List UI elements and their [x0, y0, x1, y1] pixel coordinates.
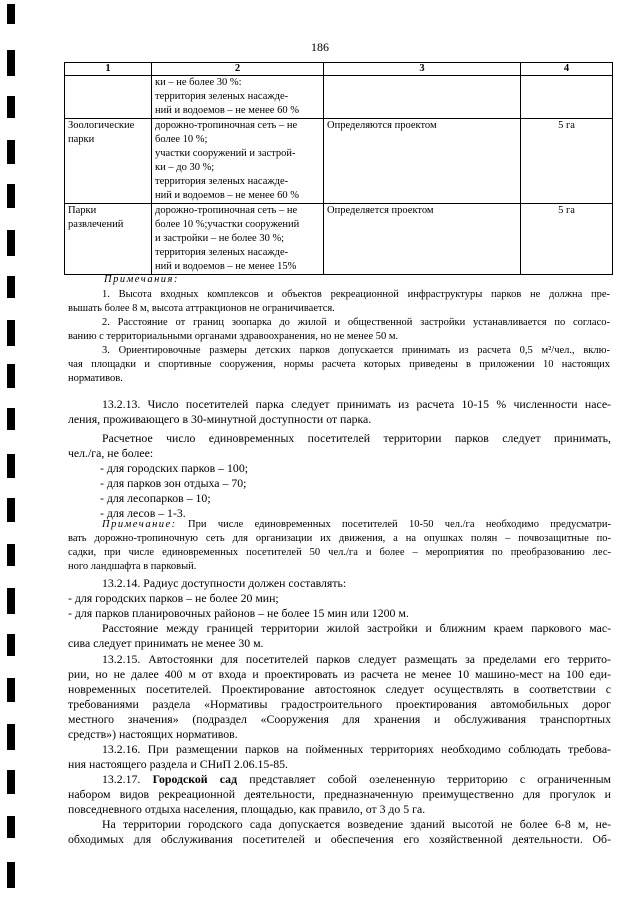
cell-line: участки сооружений и застрой- [155, 148, 296, 159]
list-item: - для парков планировочных районов – не более 15 мин или 1200 м. [68, 606, 409, 620]
note-3 [68, 344, 610, 386]
term-bold: Городской сад [152, 772, 238, 786]
section-13-2-15 [68, 652, 611, 742]
para-line: повседневного отдыха населения, площадью, как правило, от 3 до 5 га. [68, 802, 426, 816]
cell-line: парки [68, 134, 95, 145]
list-item: - для парков зон отдыха – 70; [100, 476, 247, 490]
cell-line: ний и водоемов – не менее 60 % [155, 190, 299, 201]
para-line: сива следует принимать не менее 30 м. [68, 636, 264, 650]
section-13-2-14 [68, 576, 611, 651]
cell-line: Зоологические [68, 120, 135, 131]
note-line: садки, при числе единовременных посетителей 50 чел./га и более – мероприятия по преобразованию лес- [68, 547, 611, 558]
note-2 [68, 316, 610, 344]
table-cell [65, 119, 152, 204]
para-line: ления, проживающего в 30-минутной доступности от парка. [68, 412, 372, 426]
cell-line: Парки [68, 205, 97, 216]
table-cell [152, 76, 324, 119]
para-line: рии, но не далее 400 м от входа и проектировать из расчета не менее 10 машино-мест на 100 еди- [68, 667, 611, 681]
note-line: 1. Высота входных комплексов и объектов рекреационной инфраструктуры парков не должна пре- [102, 289, 610, 300]
table-cell [152, 119, 324, 204]
note-label: Примечание: [102, 519, 177, 530]
header-cell: 2 [152, 63, 324, 76]
cell-line: и застройки – не более 30 %; [155, 233, 285, 244]
note-line: вать дорожно-тропиночную сеть для организации их движения, а на опушках полян – почвозащитные по- [68, 533, 611, 544]
table-cell [65, 76, 152, 119]
cell-line: территория зеленых насажде- [155, 176, 289, 187]
para-line: обходимых для обслуживания посетителей и обеспечения его хозяйственной деятельности. Об- [68, 832, 611, 846]
cell-line: более 10 %; [155, 134, 208, 145]
note-line: 2. Расстояние от границ зоопарка до жилой и общественной застройки устанавливается по согласо- [102, 317, 610, 328]
table-row [65, 76, 613, 119]
header-cell: 3 [324, 63, 521, 76]
para-line: 13.2.15. Автостоянки для посетителей парков следует размещать за пределами его террито- [102, 652, 611, 666]
para-line: средств») настоящих нормативов. [68, 727, 238, 741]
list-item: - для лесопарков – 10; [100, 491, 211, 505]
para-line: 13.2.14. Радиус доступности должен составлять: [102, 576, 347, 590]
cell-line: ний и водоемов – не менее 15% [155, 261, 297, 272]
para-line: На территории городского сада допускается возведение зданий высотой не более 6-8 м, не- [102, 817, 611, 831]
table-cell [65, 204, 152, 275]
para-line: новременных посетителей. Проектирование автостоянок следует осуществлять в соответствии с [68, 682, 611, 696]
para-line: местного значения» (подраздел «Сооружения для хранения и обслуживания транспортных [68, 712, 611, 726]
section-13-2-17 [68, 772, 611, 817]
list-item: - для лесов – 1-3. [100, 506, 186, 520]
para-text: представляет собой озелененную территорию с ограниченным [237, 772, 611, 786]
para-line: Расстояние между границей территории жилой застройки и ближним краем паркового мас- [102, 621, 611, 635]
parks-table [64, 62, 613, 275]
cell-line: ний и водоемов – не менее 60 % [155, 105, 299, 116]
section-13-2-13 [68, 397, 611, 521]
cell-line: более 10 %;участки сооружений [155, 219, 300, 230]
note-line: 3. Ориентировочные размеры детских парков допускается принимать из расчета 0,5 м²/чел., вклю- [102, 345, 610, 356]
list-item: - для городских парков – не более 20 мин; [68, 591, 279, 605]
table-cell: Определяются проектом [324, 119, 521, 204]
para-line: набором видов рекреационной деятельности, предназначенную преимущественно для прогулок и [68, 787, 611, 801]
table-cell: Определяется проектом [324, 204, 521, 275]
section-garden-buildings [68, 817, 611, 847]
para-line: 13.2.16. При размещении парков на пойменных территориях необходимо соблюдать требова- [102, 742, 611, 756]
para-line: ния настоящего раздела и СНиП 2.06.15-85. [68, 757, 288, 771]
cell-line: ки – не более 30 %: [155, 77, 242, 88]
note-line: вышать более 8 м, высота аттракционов не ограничивается. [68, 303, 335, 314]
table-cell [152, 204, 324, 275]
section-13-2-16 [68, 742, 611, 772]
list-item: - для городских парков – 100; [100, 461, 248, 475]
table-header-row [65, 63, 613, 76]
table-cell: 5 га [521, 119, 613, 204]
cell-line: ки – до 30 %; [155, 162, 215, 173]
table-cell [521, 76, 613, 119]
table-row [65, 204, 613, 275]
para-line: Расчетное число единовременных посетителей территории парков следует принимать, [102, 431, 611, 445]
table-cell [324, 76, 521, 119]
para-line: чел./га, не более: [68, 446, 154, 460]
notes-heading: Примечания: [104, 274, 179, 285]
note-1 [68, 288, 610, 316]
cell-line: территория зеленых насажде- [155, 91, 289, 102]
cell-line: территория зеленых насажде- [155, 247, 289, 258]
table-row [65, 119, 613, 204]
para-line [68, 772, 611, 787]
para-line: 13.2.13. Число посетителей парка следует принимать из расчета 10-15 % численности насе- [102, 397, 611, 411]
header-cell: 4 [521, 63, 613, 76]
page-number: 186 [311, 40, 329, 54]
note-line [68, 518, 611, 532]
note-line: ванию с территориальными органами здравоохранения, но не менее 50 м. [68, 331, 399, 342]
note-text: При числе единовременных посетителей 10-50 чел./га необходимо предусматри- [176, 519, 611, 530]
para-line: требованиями раздела «Нормативы градостроительного проектирования автомобильных дорог [68, 697, 611, 711]
note-line: нормативов. [68, 373, 123, 384]
para-text: 13.2.17. [102, 772, 153, 786]
note-visitors [68, 518, 611, 574]
cell-line: дорожно-тропиночная сеть – не [155, 120, 298, 131]
note-line: ного ландшафта в парковый. [68, 561, 197, 572]
table-cell: 5 га [521, 204, 613, 275]
cell-line: развлечений [68, 219, 124, 230]
header-cell: 1 [65, 63, 152, 76]
note-line: чая площадки и спортивные сооружения, нормы расчета которых приведены в приложении 10 настоящих [68, 359, 610, 370]
cell-line: дорожно-тропиночная сеть – не [155, 205, 298, 216]
